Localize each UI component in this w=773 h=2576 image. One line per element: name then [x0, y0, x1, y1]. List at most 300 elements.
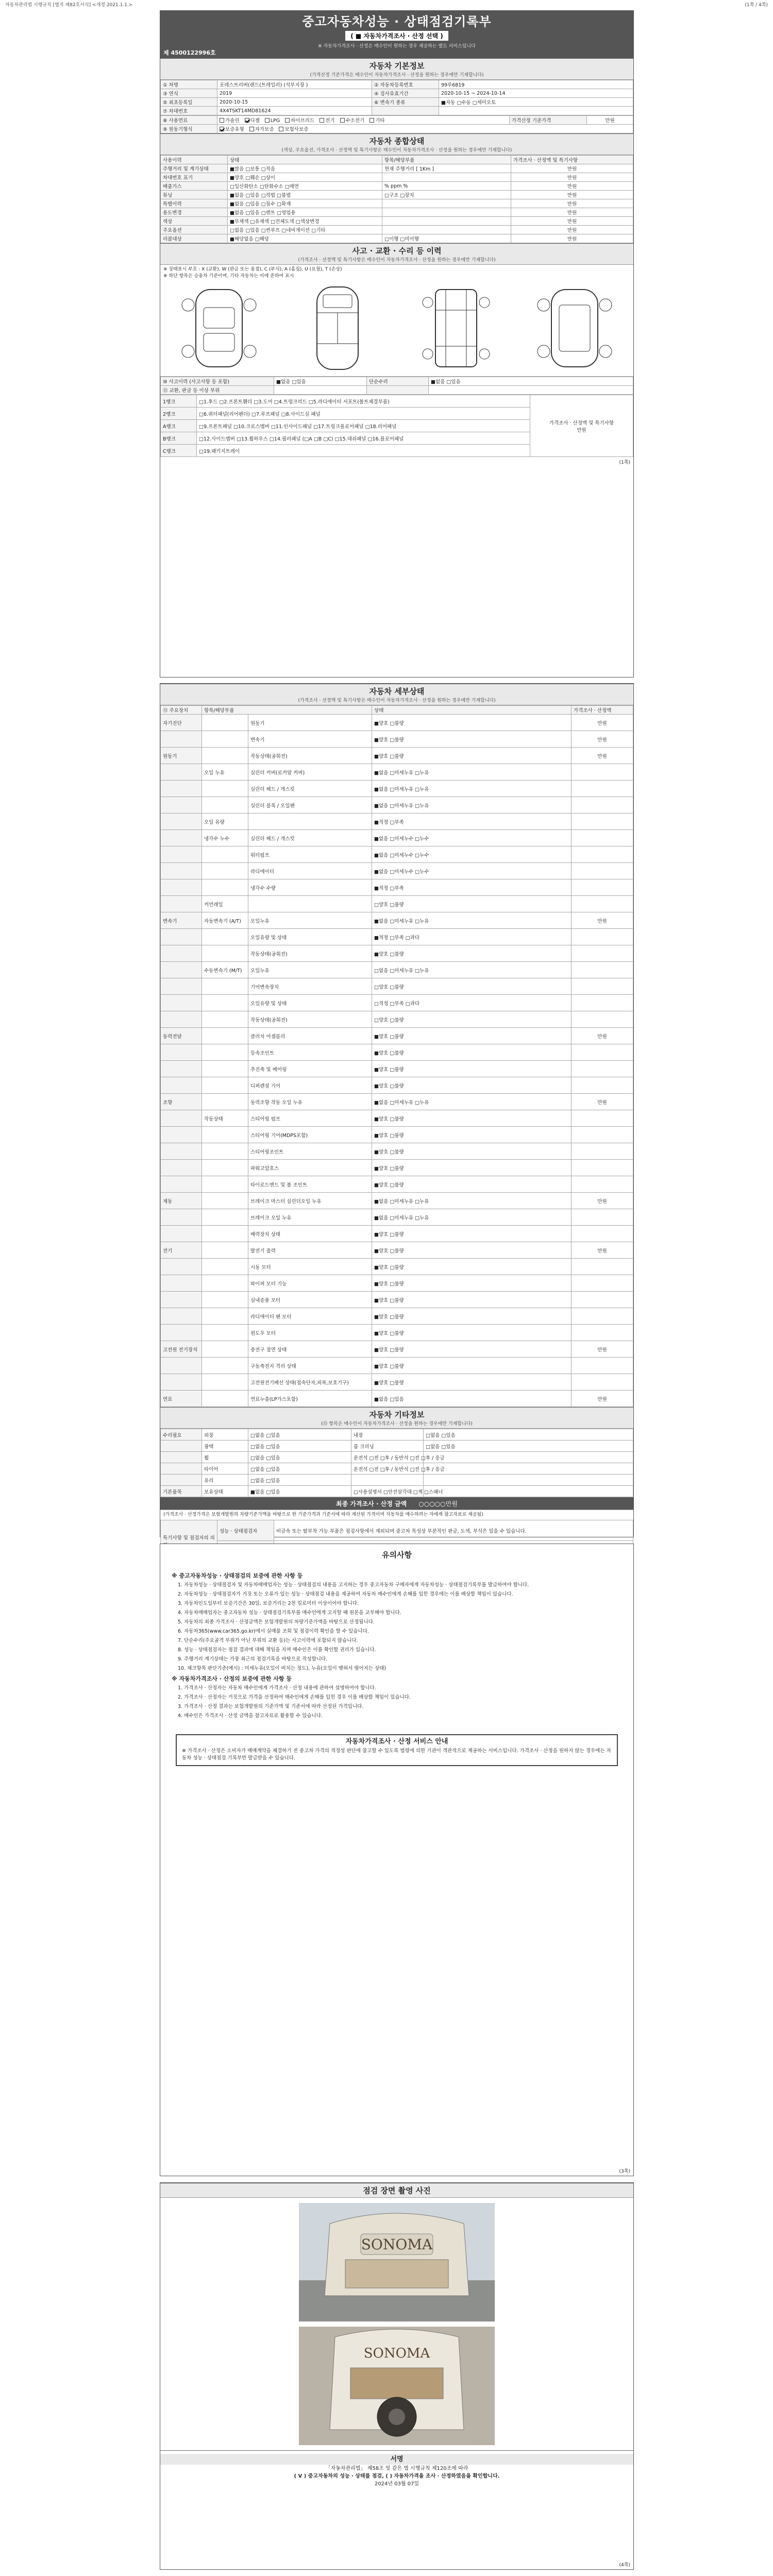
notes-heading-1: ※ 중고자동차성능 · 상태점검의 보증에 관한 사항 등 [172, 1572, 303, 1579]
detail-state: ■양호 □불량 [372, 1341, 572, 1358]
detail-row [161, 1193, 633, 1209]
basic-info-table [160, 80, 633, 115]
detail-group: 제동 [161, 1193, 202, 1209]
status-key: 배출가스 [161, 182, 228, 191]
etc-value-a: □없음 □있음 [248, 1463, 351, 1475]
checkbox-icon[interactable] [340, 118, 345, 123]
signature-line-1: 「자동차관리법」 제58조 및 같은 법 시행규칙 제120조에 따라 [325, 2466, 468, 2471]
legend-line: ※ 상태표시 부호 : X (교환), W (판금 또는 용접), C (부식), A (흠집), U (요철), T (손상) [163, 267, 342, 272]
notes-body [160, 1562, 633, 1729]
detail-price: 만원 [572, 912, 633, 929]
accident-title: 사고 · 교환 · 수리 등 이력 [352, 246, 442, 256]
detail-state: ■없음 □미세누유 □누유 [372, 1209, 572, 1226]
detail-item: 작동상태(공회전) [248, 748, 372, 764]
accident-header [160, 243, 633, 265]
detail-item: 원동기 [248, 715, 372, 731]
etc-row [161, 1463, 633, 1475]
detail-sub [202, 846, 248, 863]
basic-value: 4X4TSKT14MD81624 [217, 107, 372, 115]
panel-items: □12.사이드멤버 □13.휠하우스 □14.필러패널 (□A □B □C) □15.대쉬패널 □16.플로어패널 [197, 432, 530, 445]
detail-item: 타이로드엔드 및 볼 조인트 [248, 1176, 372, 1193]
etc-item-b: 내장 [351, 1429, 424, 1440]
service-info-text: ※ 가격조사 · 산정은 소비자가 매매계약을 체결하기 전 중고차 가격의 적정성 판단에 참고할 수 있도록 법령에 의한 기관이 객관적으로 제공하는 서비스입니다. 가격조사 · 산정을 원하지 않는 경우에는 자동차 성능 · 상태점검 기록부만 발급받을 수 있습니다. [182, 1748, 611, 1761]
inspector-opinion: 비금속 또는 탈부착 가능 부품은 점검사항에서 제외되며 중고차 특성상 부분적인 판금, 도색, 부식은 있을 수 있습니다. [274, 1520, 633, 1541]
detail-group: 자기진단 [161, 715, 202, 731]
detail-sub [202, 1391, 248, 1407]
detail-row [161, 764, 633, 781]
detail-group [161, 962, 202, 978]
panel-price [530, 395, 633, 457]
notes-paragraph: 2. 가격조사 · 산정자는 거짓으로 가격을 산정하여 매수인에게 손해를 입힌 경우 이를 배상할 책임이 있습니다. [178, 1694, 411, 1700]
status-price: 만원 [511, 199, 633, 208]
etc-item-a: 유리 [202, 1475, 248, 1486]
detail-sub [202, 1028, 248, 1044]
detail-item: 시동 모터 [248, 1259, 372, 1275]
detail-state: ■양호 □불량 [372, 1077, 572, 1094]
etc-row [161, 1486, 633, 1497]
notes-paragraph: 5. 자동차의 최종 가격조사 · 산정금액은 보험개발원의 차량기준가액을 바탕으로 산정됩니다. [178, 1619, 375, 1625]
basic-value: 99루6819 [439, 80, 633, 89]
status-key: 주행거리 및 계기상태 [161, 164, 228, 173]
detail-sub: 자동변속기 (A/T) [202, 912, 248, 929]
detail-group [161, 814, 202, 830]
status-price: 만원 [511, 208, 633, 217]
detail-group [161, 1275, 202, 1292]
basic-value: 2020-10-15 [217, 98, 372, 107]
basic-info-subtitle: (가격산정 기준가격은 매수인이 자동차가격조사 · 산정을 원하는 경우에만 기재합니다) [310, 73, 484, 78]
detail-sub [202, 1061, 248, 1077]
detail-state: ■양호 □불량 [372, 1127, 572, 1143]
etc-item-a: 휠 [202, 1452, 248, 1463]
detail-state: ■양호 □불량 [372, 1226, 572, 1242]
option-3[interactable] [285, 116, 314, 124]
detail-group [161, 797, 202, 814]
detail-item: 오일누유 [248, 912, 372, 929]
detail-price: 만원 [572, 1341, 633, 1358]
etc-value-b: □없음 □있음 [424, 1429, 633, 1440]
panel-items: □6.쿼터패널(리어펜더) □7.루프패널 □8.사이드실 패널 [197, 408, 530, 420]
basic-row [161, 89, 633, 98]
checkbox-icon[interactable] [320, 118, 324, 123]
checkbox-icon[interactable] [369, 118, 374, 123]
detail-sub [202, 1160, 248, 1176]
status-title: 자동차 종합상태 [369, 137, 425, 146]
detail-price [572, 830, 633, 846]
basic-label: ① 차명 [161, 80, 217, 89]
page-number: (4쪽) [619, 2563, 630, 2568]
detail-sub: 오일 누유 [202, 764, 248, 781]
basic-label: ⑦ 차대번호 [161, 107, 217, 115]
option-4[interactable] [320, 116, 334, 124]
detail-sub [202, 1325, 248, 1341]
detail-group [161, 879, 202, 896]
final-price-note: (가격조사 · 산정가격은 보험개발원의 차량기준가액을 바탕으로 한 기준가격과 기준서에 따라 계산된 가격이며 자동차를 매수하려는 자에게 참고자료로 제공됨) [163, 1512, 483, 1517]
notes-paragraph: 4. 매수인은 가격조사 · 산정 금액을 참고자료로 활용할 수 있습니다. [178, 1713, 323, 1719]
option-6[interactable] [369, 116, 384, 124]
detail-sub [202, 1226, 248, 1242]
detail-price [572, 797, 633, 814]
detail-item: 실린더 블록 / 오일팬 [248, 797, 372, 814]
photo-title: 점검 장면 촬영 사진 [363, 2186, 431, 2195]
etc-group: 기본품목 [161, 1486, 202, 1497]
car-top-view-icon [286, 284, 389, 372]
detail-item: 냉각수 수량 [248, 879, 372, 896]
detail-row [161, 1077, 633, 1094]
basic-label: ② 자동차등록번호 [372, 80, 439, 89]
detail-sub: 수동변속기 (M/T) [202, 962, 248, 978]
detail-row [161, 830, 633, 846]
detail-state: ■양호 □불량 [372, 1308, 572, 1325]
status-row [161, 173, 633, 182]
status-row [161, 182, 633, 191]
etc-group [161, 1440, 202, 1452]
status-price: 만원 [511, 191, 633, 199]
detail-state: □양호 □불량 [372, 896, 572, 912]
page-number: (1쪽) [619, 460, 630, 465]
checkbox-icon[interactable] [220, 127, 224, 131]
basic-row [161, 80, 633, 89]
detail-state: ■양호 □불량 [372, 1143, 572, 1160]
status-row [161, 191, 633, 199]
detail-price [572, 1077, 633, 1094]
detail-item: 구동축전지 격리 상태 [248, 1358, 372, 1374]
detail-group [161, 781, 202, 797]
panel-items: □19.패키지트레이 [197, 445, 530, 457]
detail-state: ■양호 □불량 [372, 1325, 572, 1341]
status-key: 특별이력 [161, 199, 228, 208]
detail-state: ■양호 □불량 [372, 1160, 572, 1176]
notes-paragraph: 8. 성능 · 상태점검자는 점검 결과에 대해 책임을 지며 매수인은 이를 확인할 권리가 있습니다. [178, 1647, 376, 1653]
etc-value-b [424, 1486, 633, 1497]
detail-group [161, 1292, 202, 1308]
detail-price [572, 978, 633, 995]
detail-state: ■양호 □불량 [372, 1110, 572, 1127]
status-row [161, 199, 633, 208]
detail-group: 원동기 [161, 748, 202, 764]
panel-price-value: 만원 [577, 427, 586, 433]
fuel-label: ⑧ 사용연료 [161, 116, 217, 125]
notes-paragraph: 2. 자동차성능 · 상태점검자가 거짓 또는 오류가 있는 성능 · 상태점검 내용을 제공하여 자동차 매수인에게 손해를 입힌 경우에는 이를 배상할 책임이 있습니다. [178, 1591, 513, 1597]
status-table [160, 155, 633, 243]
detail-group [161, 1110, 202, 1127]
detail-state: ■없음 □미세누수 □누수 [372, 863, 572, 879]
detail-sub [202, 978, 248, 995]
detail-item: 디퍼렌셜 기어 [248, 1077, 372, 1094]
checkbox-icon[interactable] [245, 118, 249, 123]
detail-price [572, 1127, 633, 1143]
basic-info-header [160, 58, 633, 80]
detail-sub [202, 731, 248, 748]
detail-group [161, 1308, 202, 1325]
detail-group [161, 1358, 202, 1374]
basic-row [161, 98, 633, 107]
detail-item: 실내송풍 모터 [248, 1292, 372, 1308]
detail-state: ■양호 □불량 [372, 1358, 572, 1374]
detail-sub [202, 929, 248, 945]
detail-price [572, 1325, 633, 1341]
etc-value-b [424, 1463, 633, 1475]
basic-value [439, 107, 633, 115]
detail-price [572, 1374, 633, 1391]
detail-row [161, 1325, 633, 1341]
detail-row [161, 1160, 633, 1176]
etc-item-b [351, 1475, 424, 1486]
detail-state: ■적정 □부족 [372, 814, 572, 830]
panel-items: □1.후드 □2.프론트휀더 □3.도어 □4.트렁크리드 □5.라디에이터 서포트(볼트체결부품) [197, 395, 530, 408]
legend-line-2: ※ 하단 항목은 승용차 기준이며, 기타 자동차는 이에 준하여 표시 [163, 274, 294, 279]
detail-state: ■없음 □미세누유 □누유 [372, 1193, 572, 1209]
status-value: ■무채색 □유채색 □전체도색 □색상변경 [228, 217, 382, 226]
detail-row [161, 1061, 633, 1077]
detail-row [161, 1391, 633, 1407]
detail-row [161, 731, 633, 748]
detail-row [161, 1209, 633, 1226]
detail-price [572, 1044, 633, 1061]
detail-item: 오일유량 및 상태 [248, 995, 372, 1011]
detail-price [572, 1275, 633, 1292]
basic-info-title: 자동차 기본정보 [369, 61, 425, 71]
accident-value-2 [429, 386, 633, 395]
detail-sub [202, 863, 248, 879]
detail-sub: 냉각수 누수 [202, 830, 248, 846]
detail-row [161, 814, 633, 830]
detail-row [161, 978, 633, 995]
detail-col-device: ⑫ 주요장치 [161, 706, 202, 715]
detail-price: 만원 [572, 1391, 633, 1407]
detail-row [161, 962, 633, 978]
panel-row [161, 395, 633, 408]
etc-value-b [424, 1452, 633, 1463]
panel-table [160, 395, 633, 457]
detail-price [572, 1011, 633, 1028]
detail-state: ■양호 □불량 [372, 1374, 572, 1391]
etc-group [161, 1452, 202, 1463]
detail-state: ■없음 □미세누유 □누유 [372, 781, 572, 797]
detail-price: 만원 [572, 731, 633, 748]
basic-label: ③ 연식 [161, 89, 217, 98]
etc-value-b: □없음 □있음 [424, 1440, 633, 1452]
detail-group [161, 1127, 202, 1143]
detail-group [161, 830, 202, 846]
option-0[interactable] [220, 125, 244, 132]
option-1[interactable] [249, 125, 274, 132]
detail-item: 스티어링조인트 [248, 1143, 372, 1160]
status-key: 튜닝 [161, 191, 228, 199]
final-price-header [160, 1497, 633, 1510]
signature-title: 서명 [160, 2454, 633, 2465]
status-key: 색상 [161, 217, 228, 226]
etc-value-b [424, 1475, 633, 1486]
final-price-title: 최종 가격조사 · 산정 금액 [336, 1500, 407, 1507]
detail-state: ■양호 □불량 [372, 1259, 572, 1275]
basic-label [372, 107, 439, 115]
status-col-price: 가격조사 · 산정액 및 특기사항 [511, 156, 633, 164]
detail-row [161, 879, 633, 896]
signature-date: 2024년 03월 07일 [374, 2481, 419, 2487]
etc-group [161, 1475, 202, 1486]
detail-sub: 작동상태 [202, 1110, 248, 1127]
detail-price: 만원 [572, 748, 633, 764]
option-0[interactable] [220, 116, 240, 124]
accident-value: ■없음 □있음 [274, 377, 367, 386]
detail-state: ■없음 □미세누수 □누수 [372, 830, 572, 846]
detail-sub [202, 1176, 248, 1193]
checkbox-icon[interactable] [249, 127, 254, 131]
warranty-label: ⑨ 원동기형식 [161, 125, 217, 133]
option-2[interactable] [279, 125, 308, 132]
checkbox-icon[interactable] [279, 127, 283, 131]
detail-item: 충전구 절연 상태 [248, 1341, 372, 1358]
detail-price [572, 781, 633, 797]
inspection-photo-front [299, 2203, 495, 2321]
price-unit: 만원 [587, 116, 633, 125]
detail-group: 동력전달 [161, 1028, 202, 1044]
option-label: 보험사보증 [284, 127, 309, 132]
detail-col-price: 가격조사 · 산정액 [572, 706, 633, 715]
detail-state: ■양호 □불량 [372, 1028, 572, 1044]
option-label: 기타 [375, 118, 385, 124]
detail-sub [202, 1209, 248, 1226]
detail-state: ■양호 □불량 [372, 1242, 572, 1259]
option-label: 보증유형 [225, 127, 244, 132]
detail-group [161, 764, 202, 781]
status-row [161, 164, 633, 173]
detail-group [161, 731, 202, 748]
detail-state: ■없음 □미세누유 □누유 [372, 1094, 572, 1110]
fuel-options [217, 116, 510, 125]
option-5[interactable] [340, 116, 365, 124]
inspection-photo-rear [299, 2327, 495, 2445]
status-item [382, 199, 511, 208]
option-1[interactable] [245, 116, 260, 124]
detail-group [161, 846, 202, 863]
detail-price [572, 1110, 633, 1127]
status-item: % ppm % [382, 182, 511, 191]
car-frame-icon [405, 284, 508, 372]
option-2[interactable] [265, 118, 280, 124]
detail-price [572, 1176, 633, 1193]
option-label: 수소전기 [345, 118, 365, 124]
detail-price [572, 1160, 633, 1176]
detail-sub [202, 995, 248, 1011]
etc-title: 자동차 기타정보 [369, 1410, 425, 1419]
checkbox-icon[interactable] [285, 118, 290, 123]
notes-paragraph: 10. 체크항목 판단기준(예시) : 미세누유(오일이 비치는 정도), 누유(오일이 맺혀서 떨어지는 상태) [178, 1666, 386, 1671]
detail-item: 워터펌프 [248, 846, 372, 863]
status-key: 주요옵션 [161, 226, 228, 234]
accident-table [160, 377, 633, 395]
detail-price [572, 1358, 633, 1374]
etc-item-a: 외장 [202, 1429, 248, 1440]
accident-row [161, 386, 633, 395]
checkbox-icon[interactable] [265, 118, 270, 123]
detail-item [248, 896, 372, 912]
panel-items: □9.프론트패널 □10.크로스멤버 □11.인사이드패널 □17.트렁크플로어패널 □18.리어패널 [197, 420, 530, 432]
detail-item: 오일누유 [248, 962, 372, 978]
detail-price [572, 764, 633, 781]
detail-state: ■양호 □불량 [372, 731, 572, 748]
etc-item-a: 보유상태 [202, 1486, 248, 1497]
detail-sub [202, 1077, 248, 1094]
detail-row [161, 1143, 633, 1160]
detail-group [161, 896, 202, 912]
detail-row [161, 863, 633, 879]
detail-state: □양호 □불량 [372, 978, 572, 995]
status-row [161, 208, 633, 217]
status-row [161, 217, 633, 226]
detail-sub [202, 1242, 248, 1259]
etc-subtitle: (⑬ 항목은 매수인이 자동차가격조사 · 산정을 원하는 경우에만 기재합니다) [321, 1421, 473, 1427]
detail-group [161, 1160, 202, 1176]
status-item: □구조 □장치 [382, 191, 511, 199]
detail-row [161, 1094, 633, 1110]
basic-value: 2019 [217, 89, 372, 98]
status-price: 만원 [511, 164, 633, 173]
detail-sub [202, 1044, 248, 1061]
detail-group [161, 1325, 202, 1341]
status-col-history: 사용이력 [161, 156, 228, 164]
detail-sub [202, 1259, 248, 1275]
detail-row [161, 1011, 633, 1028]
detail-item: 라디에이터 [248, 863, 372, 879]
accident-key-2: 단순수리 [367, 377, 429, 386]
status-item [382, 226, 511, 234]
notes-heading-2: ※ 자동차가격조사 · 산정의 보증에 관한 사항 등 [172, 1675, 292, 1682]
detail-price: 만원 [572, 1193, 633, 1209]
special-notes-label: 특기사항 및 점검자의 의 [161, 1520, 217, 1562]
etc-value-a: □없음 □있음 [248, 1429, 351, 1440]
detail-item: 고전원전기배선 상태(접속단자,피복,보호기구) [248, 1374, 372, 1391]
detail-state: ■없음 □있음 [372, 1391, 572, 1407]
panel-rank: B랭크 [161, 432, 197, 445]
etc-item-b: 운전석 □전 □후 / 동반석 □전 □후 / 응급 [351, 1463, 424, 1475]
status-item [382, 208, 511, 217]
detail-sub [202, 797, 248, 814]
status-col-state: 상태 [228, 156, 382, 164]
detail-price [572, 1143, 633, 1160]
detail-item: 와이퍼 모터 기능 [248, 1275, 372, 1292]
status-price: 만원 [511, 173, 633, 182]
accident-subtitle: (가격조사 · 산정액 및 특기사항은 매수인이 자동차가격조사 · 산정을 원하는 경우에만 기재합니다) [298, 258, 496, 263]
detail-price [572, 962, 633, 978]
status-item: □이행 □미이행 [382, 234, 511, 243]
detail-sub [202, 945, 248, 962]
detail-price: 만원 [572, 1028, 633, 1044]
detail-header [160, 684, 633, 705]
checkbox-icon[interactable] [220, 118, 224, 123]
panel-rank: 2랭크 [161, 408, 197, 420]
detail-sub [202, 1374, 248, 1391]
detail-price: 만원 [572, 1094, 633, 1110]
detail-subtitle: (가격조사 · 산정액 및 특기사항은 매수인이 자동차가격조사 · 산정을 원하는 경우에만 기재합니다) [298, 698, 496, 703]
etc-item-b: 룸 크리닝 [351, 1440, 424, 1452]
detail-row [161, 1176, 633, 1193]
notes-paragraph: 9. 주행거리 계기상태는 가장 최근의 점검기록을 바탕으로 작성합니다. [178, 1656, 328, 1662]
service-info-title: 자동차가격조사 · 산정 서비스 안내 [345, 1738, 448, 1745]
detail-sub [202, 1127, 248, 1143]
etc-value-a: ■없음 □있음 [248, 1486, 351, 1497]
detail-row [161, 715, 633, 731]
detail-price [572, 896, 633, 912]
photo-header [160, 2183, 633, 2198]
detail-item: 실린더 커버(로커암 커버) [248, 764, 372, 781]
notes-paragraph: 3. 자동차인도일부터 보증기간은 30일, 보증거리는 2천 킬로미터 이상이어야 합니다. [178, 1601, 359, 1606]
detail-group [161, 1143, 202, 1160]
etc-value-a: □없음 □있음 [248, 1475, 351, 1486]
detail-sub [202, 1358, 248, 1374]
detail-item: 작동상태(공회전) [248, 1011, 372, 1028]
status-key: 리콜대상 [161, 234, 228, 243]
